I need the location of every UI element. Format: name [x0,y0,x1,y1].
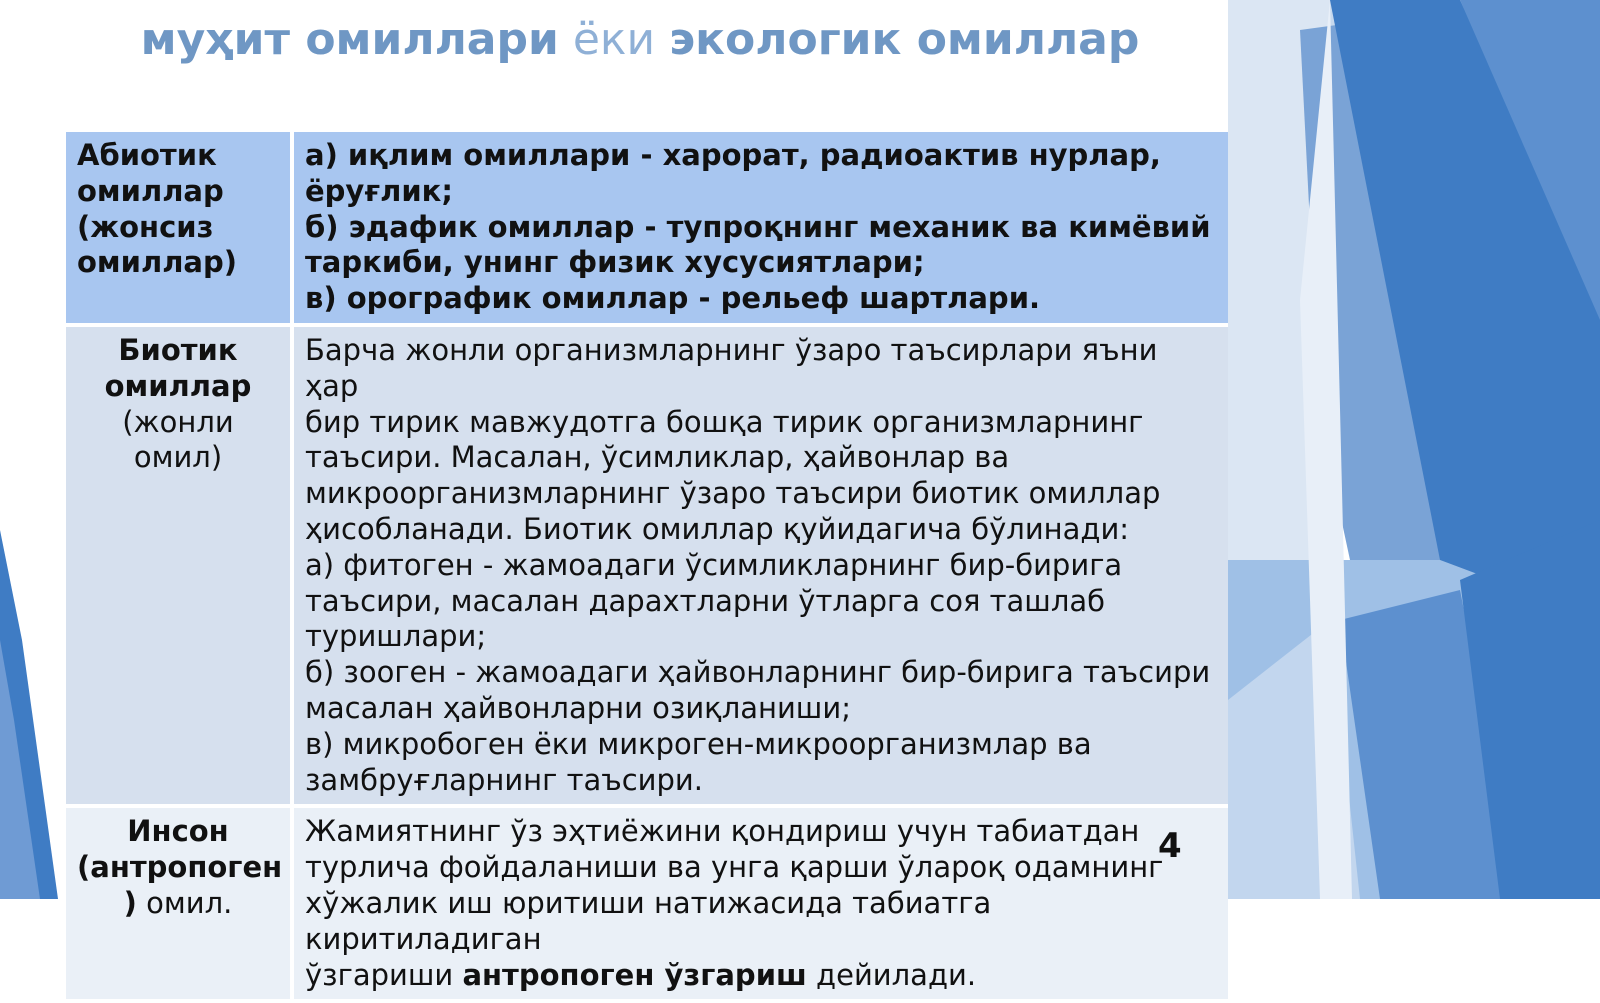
human-description-line [305,958,1217,994]
biotic-description-line: таъсири, масалан дарахтларни ўтларга соя ташлаб [305,583,1106,618]
human-name-line: Инсон [127,814,229,849]
human-description-suffix: дейилади. [816,957,977,992]
table-row-abiotic [66,132,1228,325]
human-name-line [77,886,279,922]
human-name-subtitle: омил. [136,885,233,920]
abiotic-description-line: таркиби, унинг физик хусусиятлари; [305,245,925,280]
biotic-name-subtitle: (жонли омил) [122,404,234,475]
abiotic-description-line: б) эдафик омиллар - тупроқнинг механик ва кимёвий [305,209,1211,244]
biotic-description-line: в) микробоген ёки микроген-микроорганизмлар ва [305,726,1092,761]
factors-table [66,132,1228,1003]
biotic-description-line: бир тирик мавжудотга бошқа тирик организмларнинг [305,404,1144,439]
human-description-line: турлича фойдаланиши ва унга қарши ўлароқ одамнинг [305,850,1164,885]
human-name-paren: ) [123,885,137,920]
biotic-description-line: Барча жонли организмларнинг ўзаро таъсирлари яъни ҳар [305,332,1158,403]
table-row-biotic [66,325,1228,806]
human-description-line: хўжалик иш юритиши натижасида табиатга киритиладиган [305,885,992,956]
human-name-cell [66,806,292,1001]
human-description-term: антропоген ўзгариш [462,957,807,992]
slide-title [0,10,1280,70]
biotic-name-line: Биотик [118,332,238,367]
biotic-description-line: туришлари; [305,619,487,654]
abiotic-name-line: (жонсиз [77,209,214,244]
title-part-3: экологик омиллар [669,14,1140,65]
abiotic-description-line: ёруғлик; [305,173,453,208]
human-name-line: (антропоген [77,850,283,885]
biotic-description-line: б) зооген - жамоадаги ҳайвонларнинг бир-бирига таъсири [305,655,1211,690]
abiotic-name-line: омиллар [77,173,224,208]
human-description-cell [292,806,1228,1001]
biotic-name-line: омиллар [104,368,252,403]
biotic-description-line: таъсири. Масалан, ўсимликлар, ҳайвонлар ва [305,440,1010,475]
biotic-description-line: микроорганизмларнинг ўзаро таъсири биотик омиллар [305,476,1161,511]
table-row-human [66,806,1228,1001]
abiotic-name-line: омиллар) [77,245,238,280]
abiotic-name-cell [66,132,292,325]
human-description-line: Жамиятнинг ўз эҳтиёжини қондириш учун табиатдан [305,814,1140,849]
biotic-description-line: а) фитоген - жамоадаги ўсимликларнинг бир-бирига [305,547,1123,582]
biotic-description-line: масалан ҳайвонларни озиқланиши; [305,690,851,725]
title-part-2: ёки [572,14,656,65]
abiotic-description-line: в) орографик омиллар - рельеф шартлари. [305,281,1041,316]
abiotic-name-line: Абиотик [77,138,217,172]
title-part-1: муҳит омиллари [140,14,559,65]
abiotic-description-cell [292,132,1228,325]
abiotic-description-line: а) иқлим омиллари - харорат, радиоактив нурлар, [305,138,1161,172]
biotic-name-cell [66,325,292,806]
human-description-prefix: ўзгариши [305,957,454,992]
biotic-description-line: ҳисобланади. Биотик омиллар қуйидагича бўлинади: [305,511,1130,546]
page-number: 4 [1158,826,1182,866]
biotic-description-line: замбруғларнинг таъсири. [305,762,703,797]
biotic-description-cell [292,325,1228,806]
